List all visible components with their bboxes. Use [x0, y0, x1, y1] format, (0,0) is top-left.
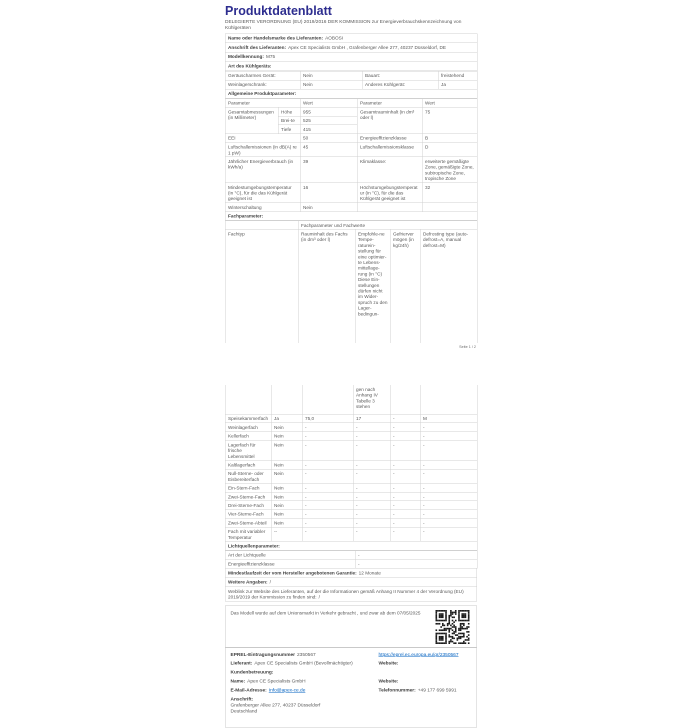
compartment-row	[225, 414, 477, 423]
param-value: Nein	[300, 71, 362, 80]
col-header-fachtyp: Fachtyp	[225, 229, 298, 343]
continuation-row	[225, 385, 477, 414]
contact-name-value: Apex CE Specialists GmbH	[247, 678, 306, 685]
contact-info-box	[225, 648, 477, 728]
light-section-header: Lichtquellenparameter:	[225, 541, 477, 550]
dimensions-label: Gesamtabmessungen (in Millimeter)	[225, 107, 278, 133]
table-row	[225, 107, 477, 116]
compartment-defrost: -	[420, 469, 477, 483]
col-header-rauminhalt: Rauminhalt des Fachs (in dm³ oder l)	[298, 229, 355, 343]
compartment-row	[225, 432, 477, 441]
supplier-address-cell	[225, 43, 477, 52]
compartment-row	[225, 492, 477, 501]
compartment-freeze: -	[390, 469, 420, 483]
compartment-temp: -	[353, 423, 390, 432]
compartment-present: Ja	[271, 414, 302, 423]
page-title: Produktdatenblatt	[225, 4, 332, 18]
contact-name-label: Name:	[230, 678, 246, 685]
general-params-header: Allgemeine Produktparameter:	[225, 89, 477, 98]
compartment-volume: -	[302, 440, 353, 460]
compartment-freeze: -	[390, 501, 420, 510]
supplier-address-label: Anschrift des Lieferanten:	[228, 44, 287, 50]
phone-cell	[379, 688, 472, 694]
eprel-value: 2350567	[297, 651, 316, 658]
compartment-present: Nein	[271, 440, 302, 460]
datasheet-document	[225, 0, 477, 728]
compartment-temp: -	[353, 484, 390, 493]
volume-label: Gesamtrauminhalt (in dm³ oder l)	[357, 107, 422, 133]
empty-cell	[302, 385, 353, 414]
compartment-name: Zwei-Sterne-Abteil	[225, 518, 271, 527]
qr-code-icon	[436, 610, 470, 644]
empty-cell	[225, 221, 298, 230]
compartment-table-page2	[225, 385, 478, 550]
compartment-temp: -	[353, 510, 390, 519]
supplier-name-label: Name oder Handelsmarke des Lieferanten:	[228, 35, 324, 41]
param-value: Nein	[300, 80, 362, 89]
compartment-present: --	[271, 527, 302, 541]
table-row	[225, 71, 477, 80]
compartment-temp: -	[353, 527, 390, 541]
empty-cell	[271, 385, 302, 414]
section-header-row	[225, 89, 477, 98]
compartment-temp: -	[353, 432, 390, 441]
general-parameters-table	[225, 98, 478, 220]
compartment-volume: -	[302, 484, 353, 493]
eprel-row	[226, 650, 477, 659]
supplier-value: Apex CE Specialists GmbH (Bevollmächtigter)	[254, 660, 353, 667]
compartment-defrost: M	[420, 414, 477, 423]
compartment-name: Fach mit variabler Temperatur	[225, 527, 271, 541]
compartment-row	[225, 484, 477, 493]
param-value: D	[422, 143, 477, 157]
param-value: Nein	[300, 203, 357, 212]
compartment-name: Kaltlagerfach	[225, 460, 271, 469]
compartment-volume: -	[302, 423, 353, 432]
param-label: Mindestumgebungstemperatur (in °C), für die das Kühlgerät geeignet ist	[225, 183, 300, 203]
compartment-volume: -	[302, 432, 353, 441]
compartment-volume: -	[302, 527, 353, 541]
customer-service-header: Kundenbetreuung:	[230, 669, 274, 676]
col-header-temperatur: Empfohle-ne Tempe-raturein-stellung für eine optimier-te Lebens-mittellage-rung (in °C) Diese Ein-stellungen dürfen nicht im Wider-spruch zu den Lager-bedingun-	[355, 229, 390, 343]
model-id-label: Modellkennung:	[228, 53, 264, 60]
compartment-defrost: -	[420, 510, 477, 519]
model-id-value: M75	[265, 53, 276, 60]
contact-name-cell	[231, 679, 379, 685]
compartment-freeze: -	[390, 484, 420, 493]
supplier-name-value: AOBOSI	[325, 35, 344, 41]
compartment-present: Nein	[271, 501, 302, 510]
website-cell	[379, 679, 472, 685]
empty-cell	[420, 385, 477, 414]
supplier-address-value: Apex CE Specialists GmbH , Grafenberger Allee 277, 40237 Düsseldorf, DE	[288, 44, 446, 50]
compartment-freeze: -	[390, 414, 420, 423]
section-header-row	[225, 212, 477, 221]
model-id-cell	[225, 52, 477, 61]
col-header-gefriervermoegen: Gefriervermögen (in kg/24h)	[390, 229, 420, 343]
compartment-row	[225, 510, 477, 519]
compartment-defrost: -	[420, 492, 477, 501]
dim-value: 955	[300, 107, 357, 116]
compartment-defrost: -	[420, 484, 477, 493]
compartment-volume: -	[302, 501, 353, 510]
col-header: Wert	[422, 99, 477, 108]
address-line2: Deutschland	[230, 708, 258, 714]
table-row	[225, 43, 477, 52]
span-header-row	[225, 221, 477, 230]
compartment-volume: 75,0	[302, 414, 353, 423]
compartment-name: Weinlagerfach	[225, 423, 271, 432]
dim-key: Brei-te	[278, 116, 300, 125]
compartment-present: Nein	[271, 469, 302, 483]
param-label	[357, 203, 422, 212]
table-row	[225, 134, 477, 143]
param-value: 32	[422, 183, 477, 203]
compartment-present: Nein	[271, 492, 302, 501]
compartment-temp: -	[353, 492, 390, 501]
supplier-label: Lieferant:	[230, 660, 253, 667]
weblink-text: Weblink zur Website des Lieferanten, auf der die Informationen gemäß Anhang II Nummer 4 der Verordnung (EU) 2019/2019 der Kommission zu finden sind:	[228, 588, 464, 600]
page-gap	[225, 349, 477, 385]
compartment-freeze: -	[390, 440, 420, 460]
param-label: Energieeffizienzklasse	[225, 559, 355, 568]
phone-label: Telefonnummer:	[378, 687, 416, 694]
table-row	[225, 183, 477, 203]
page-number: Seite 1 / 2	[459, 344, 476, 350]
address-label: Anschrift:	[230, 696, 254, 703]
email-cell	[231, 688, 379, 694]
email-link[interactable]: Info@apex-ce.de	[268, 687, 306, 694]
eprel-link[interactable]: https://eprel.ec.europa.eu/qr/2350567	[378, 651, 459, 658]
customer-service-row	[226, 668, 477, 677]
compartment-present: Nein	[271, 518, 302, 527]
compartment-volume: -	[302, 460, 353, 469]
table-row	[225, 52, 477, 61]
section-header-row	[225, 541, 477, 550]
more-info-row	[225, 578, 477, 587]
website-cell	[379, 661, 472, 667]
eprel-cell	[231, 652, 379, 658]
eprel-label: EPREL-Eintragungsnummer	[230, 651, 295, 658]
param-label: EEI	[225, 134, 300, 143]
compartment-defrost: -	[420, 501, 477, 510]
compartment-present: Nein	[271, 423, 302, 432]
param-label: Klimaklasse:	[357, 157, 422, 183]
compartment-row	[225, 460, 477, 469]
param-value: Ja	[438, 80, 477, 89]
compartment-name: Ein-Stern-Fach	[225, 484, 271, 493]
compartment-volume: -	[302, 492, 353, 501]
param-value: 50	[300, 134, 357, 143]
table-row	[225, 157, 477, 183]
weblink-value: /	[318, 593, 320, 600]
compartment-freeze: -	[390, 510, 420, 519]
compartment-row	[225, 527, 477, 541]
param-label: Jährlicher Energieverbrauch (in kWh/a)	[225, 157, 300, 183]
compartment-temp: -	[353, 469, 390, 483]
compartment-present: Nein	[271, 484, 302, 493]
compartment-row	[225, 469, 477, 483]
contact-email-row	[226, 686, 477, 695]
guarantee-value: 12 Monate	[358, 569, 381, 576]
param-label: Luftschallemissionen (in dB(A) re 1 pW)	[225, 143, 300, 157]
param-value	[422, 203, 477, 212]
param-value: erweiterte gemäßigte Zone, gemäßigte Zone, subtropische Zone, tropische Zone	[422, 157, 477, 183]
compartment-present: Nein	[271, 432, 302, 441]
market-placement-box	[225, 606, 477, 648]
phone-value: +49 177 699 5991	[417, 687, 457, 694]
compartment-present: Nein	[271, 510, 302, 519]
param-value: -	[355, 559, 477, 568]
compartment-temp: -	[353, 501, 390, 510]
param-label: Art der Lichtquelle	[225, 551, 355, 560]
table-row	[225, 34, 477, 43]
param-value: B	[422, 134, 477, 143]
compartment-freeze: -	[390, 432, 420, 441]
col-header: Parameter	[225, 99, 300, 108]
temp-header-continuation: gen nach Anhang IV Tabelle 3 stehen	[353, 385, 390, 414]
compartment-volume: -	[302, 518, 353, 527]
empty-cell	[390, 385, 420, 414]
supplier-cell	[231, 661, 379, 667]
param-label: Anderes Kühlgerät:	[362, 80, 438, 89]
supplier-row	[226, 659, 477, 668]
col-header: Parameter	[357, 99, 422, 108]
param-value: 16	[300, 183, 357, 203]
col-header-defrosting: Defrosting type (auto-defrost=A, manual defrost=M)	[420, 229, 477, 343]
dim-key: Höhe	[278, 107, 300, 116]
appliance-type-table	[225, 71, 478, 99]
compartment-table-page1	[225, 221, 478, 344]
compartment-defrost: -	[420, 527, 477, 541]
compartment-defrost: -	[420, 460, 477, 469]
compartment-volume: -	[302, 469, 353, 483]
dim-key: Tiefe	[278, 125, 300, 134]
table-row	[225, 143, 477, 157]
compartment-name: Drei-Sterne-Fach	[225, 501, 271, 510]
param-label: Winterschaltung	[225, 203, 300, 212]
compartment-row	[225, 518, 477, 527]
light-source-table	[225, 550, 478, 568]
compartment-name: Kellerfach	[225, 432, 271, 441]
more-info-value: /	[269, 579, 271, 585]
param-label: Bauart:	[362, 71, 438, 80]
dim-value: 525	[300, 116, 357, 125]
more-info-label: Weitere Angaben:	[228, 579, 268, 585]
compartment-freeze: -	[390, 527, 420, 541]
param-value: freistehend	[438, 71, 477, 80]
email-label: E-Mail-Adresse:	[230, 687, 267, 694]
volume-value: 75	[422, 107, 477, 133]
compartment-defrost: -	[420, 432, 477, 441]
param-value: 39	[300, 157, 357, 183]
compartment-freeze: -	[390, 518, 420, 527]
compartment-present: Nein	[271, 460, 302, 469]
table-row	[225, 551, 477, 560]
col-header: Wert	[300, 99, 357, 108]
compartment-name: Speisekammerfach	[225, 414, 271, 423]
param-label: Höchstumgebungstemperatur (in °C), für die das Kühlgerät geeignet ist	[357, 183, 422, 203]
guarantee-label: Mindestlaufzeit der vom Hersteller angebotenen Garantie:	[228, 569, 357, 576]
compartment-row	[225, 501, 477, 510]
address-line1: Grafenberger Allee 277, 40237 Düsseldorf	[230, 702, 321, 708]
compartment-defrost: -	[420, 423, 477, 432]
compartment-row	[225, 423, 477, 432]
weblink-row	[225, 587, 477, 602]
compartment-name: Vier-Sterne-Fach	[225, 510, 271, 519]
compartment-row	[225, 440, 477, 460]
table-row	[225, 559, 477, 568]
compartment-freeze: -	[390, 423, 420, 432]
compartment-temp: -	[353, 518, 390, 527]
compartment-temp: -	[353, 440, 390, 460]
param-value: 45	[300, 143, 357, 157]
empty-cell	[225, 385, 271, 414]
regulation-subtitle: DELEGIERTE VERORDNUNG (EU) 2019/2016 DER KOMMISSION zur Energieverbrauchskennzeichnung von Kühlgeräten	[225, 19, 462, 31]
compartment-volume: -	[302, 510, 353, 519]
table-row	[225, 203, 477, 212]
supplier-info-table	[225, 33, 478, 71]
compartment-temp: -	[353, 460, 390, 469]
compartment-defrost: -	[420, 440, 477, 460]
compartment-temp: 17	[353, 414, 390, 423]
param-label: Luftschallemissionsklasse	[357, 143, 422, 157]
compartment-freeze: -	[390, 460, 420, 469]
param-label: Energieeffizienzklasse	[357, 134, 422, 143]
supplier-name-cell	[225, 34, 477, 43]
section-header-row	[225, 61, 477, 70]
type-section-header: Art des Kühlgeräts:	[225, 61, 477, 70]
guarantee-row	[225, 568, 477, 577]
param-value: -	[355, 551, 477, 560]
column-header-row	[225, 99, 477, 108]
compartment-name: Zwei-Sterne-Fach	[225, 492, 271, 501]
fach-section-header: Fachparameter:	[225, 212, 477, 221]
table-row	[225, 80, 477, 89]
address-header-row	[226, 695, 477, 702]
compartment-name: Lagerfach für frische Lebensmittel	[225, 440, 271, 460]
compartment-defrost: -	[420, 518, 477, 527]
eprel-link-cell	[379, 652, 472, 658]
param-label: Weinlagerschrank:	[225, 80, 300, 89]
website-label: Website:	[378, 678, 399, 685]
website-label: Website:	[378, 660, 399, 667]
contact-name-row	[226, 677, 477, 686]
column-header-row	[225, 229, 477, 343]
market-placement-text: Das Modell wurde auf dem Unionsmarkt in Verkehr gebracht , und zwar ab dem 07/05/2025	[230, 610, 421, 616]
param-label: Geräuscharmes Gerät:	[225, 71, 300, 80]
dim-value: 415	[300, 125, 357, 134]
compartment-freeze: -	[390, 492, 420, 501]
fach-span-header: Fachparameter und Fachwerte	[298, 221, 477, 230]
compartment-name: Null-Sterne- oder Eisbereiterfach	[225, 469, 271, 483]
